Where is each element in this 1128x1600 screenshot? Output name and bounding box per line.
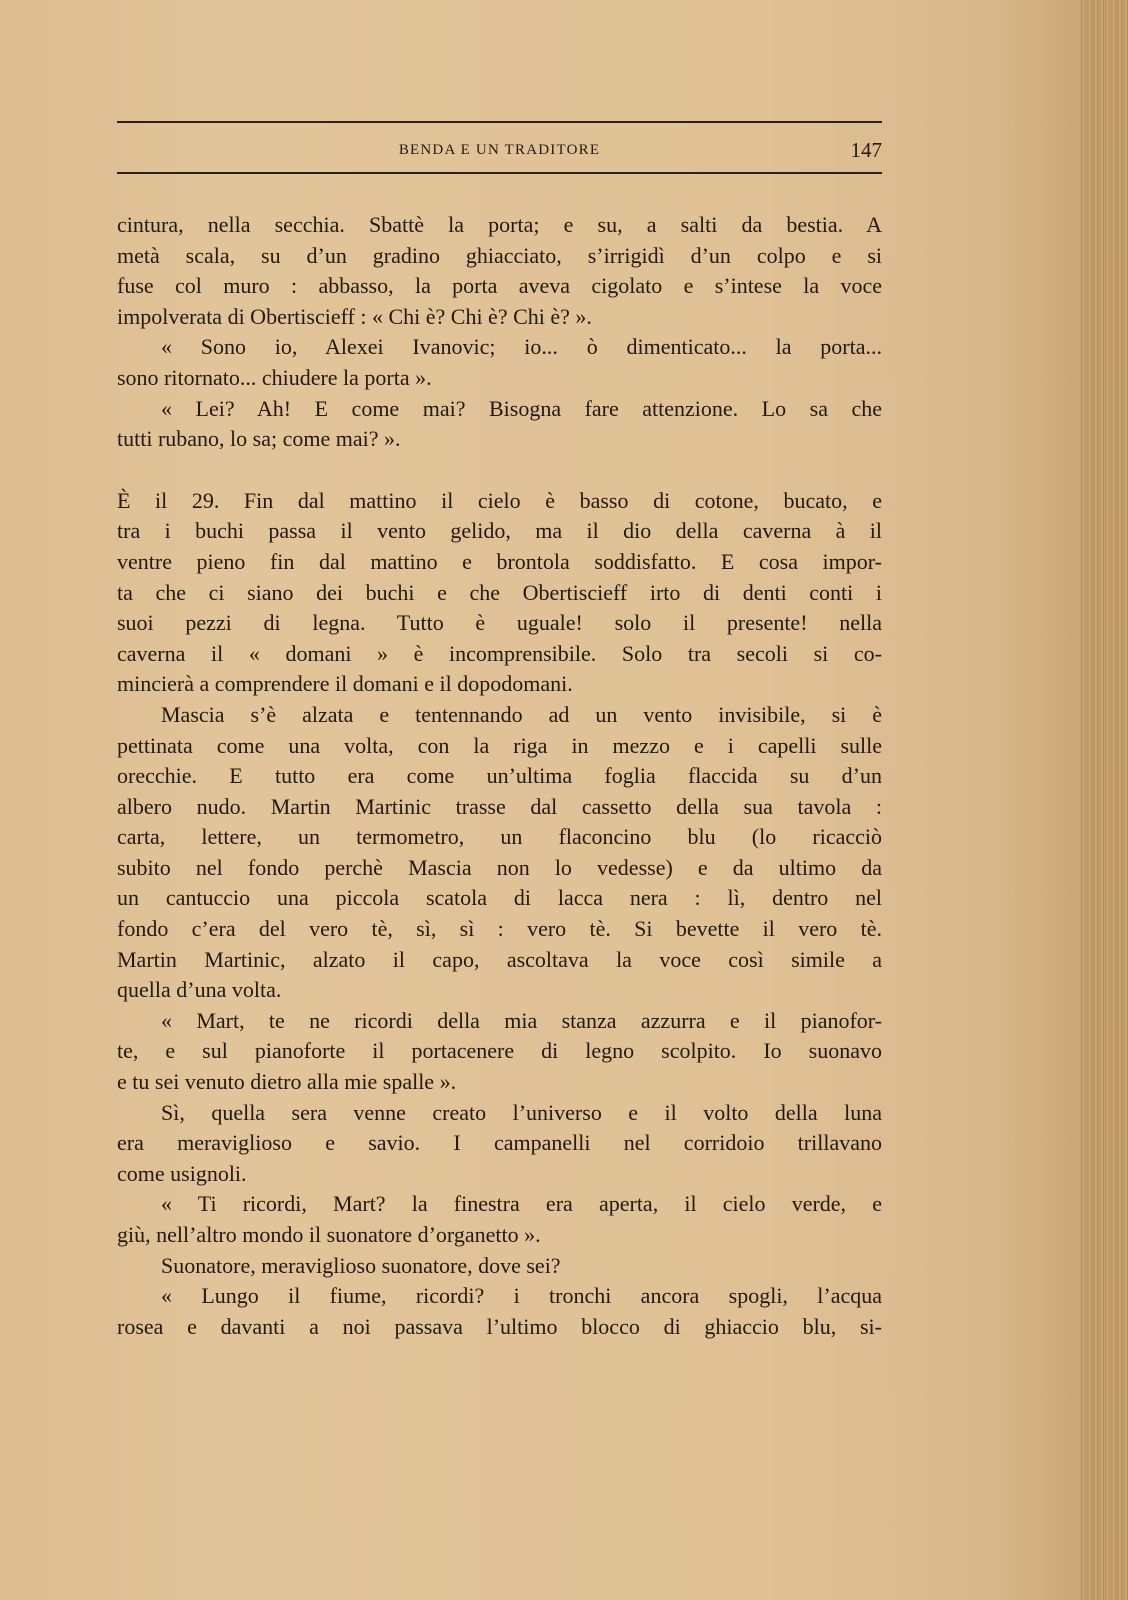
paragraph [117,1189,882,1250]
section-gap [117,455,882,486]
header-rule-bottom [117,172,882,174]
text-line: tutti rubano, lo sa; come mai? ». [117,426,401,452]
text-line: sono ritornato... chiudere la porta ». [117,364,432,390]
text-line: Mascia s’è alzata e tentennando ad un vento invisibile, si è [161,701,882,727]
text-line: pettinata come una volta, con la riga in mezzo e i capelli sulle [117,732,882,758]
text-line: subito nel fondo perchè Mascia non lo vedesse) e da ultimo da [117,854,882,880]
text-line: tra i buchi passa il vento gelido, ma il dio della caverna à il [117,518,882,544]
paragraph [117,210,882,332]
text-line: come usignoli. [117,1160,247,1186]
text-line: « Mart, te ne ricordi della mia stanza azzurra e il pianofor- [161,1007,882,1033]
text-line: suoi pezzi di legna. Tutto è uguale! solo il presente! nella [117,610,882,636]
text-line: albero nudo. Martin Martinic trasse dal cassetto della sua tavola : [117,793,882,819]
text-line: orecchie. E tutto era come un’ultima foglia flaccida su d’un [117,763,882,789]
text-line: caverna il « domani » è incomprensibile. Solo tra secoli si co- [117,640,882,666]
text-line: Suonatore, meraviglioso suonatore, dove sei? [161,1252,561,1278]
text-line: un cantuccio una piccola scatola di lacca nera : lì, dentro nel [117,885,882,911]
text-line: rosea e davanti a noi passava l’ultimo blocco di ghiaccio blu, si- [117,1313,882,1339]
paragraph [117,700,882,1006]
text-line: te, e sul pianoforte il portacenere di legno scolpito. Io suonavo [117,1038,882,1064]
text-line: quella d’una volta. [117,977,282,1003]
paragraph [117,1251,882,1282]
text-line: impolverata di Obertiscieff : « Chi è? Chi è? Chi è? ». [117,303,592,329]
text-line: e tu sei venuto dietro alla mie spalle ». [117,1069,457,1095]
paragraph [117,1098,882,1190]
text-line: È il 29. Fin dal mattino il cielo è basso di cotone, bucato, e [117,487,882,513]
text-line: giù, nell’altro mondo il suonatore d’organetto ». [117,1222,541,1247]
text-line: Martin Martinic, alzato il capo, ascoltava la voce così simile a [117,946,882,972]
text-line: « Lei? Ah! E come mai? Bisogna fare attenzione. Lo sa che [161,395,882,421]
text-line: fuse col muro : abbasso, la porta aveva cigolato e s’intese la voce [117,273,882,299]
text-line: « Ti ricordi, Mart? la finestra era aperta, il cielo verde, e [161,1191,882,1217]
paragraph [117,1006,882,1098]
page-stack-edge [1080,0,1128,1600]
text-line: « Lungo il fiume, ricordi? i tronchi ancora spogli, l’acqua [161,1283,882,1309]
text-line: « Sono io, Alexei Ivanovic; io... ò dimenticato... la porta... [161,334,882,360]
header-rule-top [117,121,882,123]
paragraph [117,394,882,455]
running-header [117,136,882,168]
text-line: cintura, nella secchia. Sbattè la porta; e su, a salti da bestia. A [117,212,882,237]
text-line: ventre pieno fin dal mattino e brontola soddisfatto. E cosa impor- [117,548,882,574]
page-number: 147 [850,138,882,162]
text-line: era meraviglioso e savio. I campanelli nel corridoio trillavano [117,1130,882,1156]
paragraph [117,332,882,393]
paragraph [117,486,882,700]
text-line: metà scala, su d’un gradino ghiacciato, s’irrigidì d’un colpo e si [117,242,882,268]
text-line: ta che ci siano dei buchi e che Obertiscieff irto di denti conti i [117,579,882,605]
running-title: BENDA E UN TRADITORE [398,142,601,158]
text-line: carta, lettere, un termometro, un flaconcino blu (lo ricacciò [117,824,882,850]
text-line: fondo c’era del vero tè, sì, sì : vero tè. Si bevette il vero tè. [117,916,882,942]
body-text [117,210,882,1342]
text-line: mincierà a comprendere il domani e il dopodomani. [117,671,573,697]
paragraph [117,1281,882,1342]
text-line: Sì, quella sera venne creato l’universo e il volto della luna [161,1099,882,1125]
